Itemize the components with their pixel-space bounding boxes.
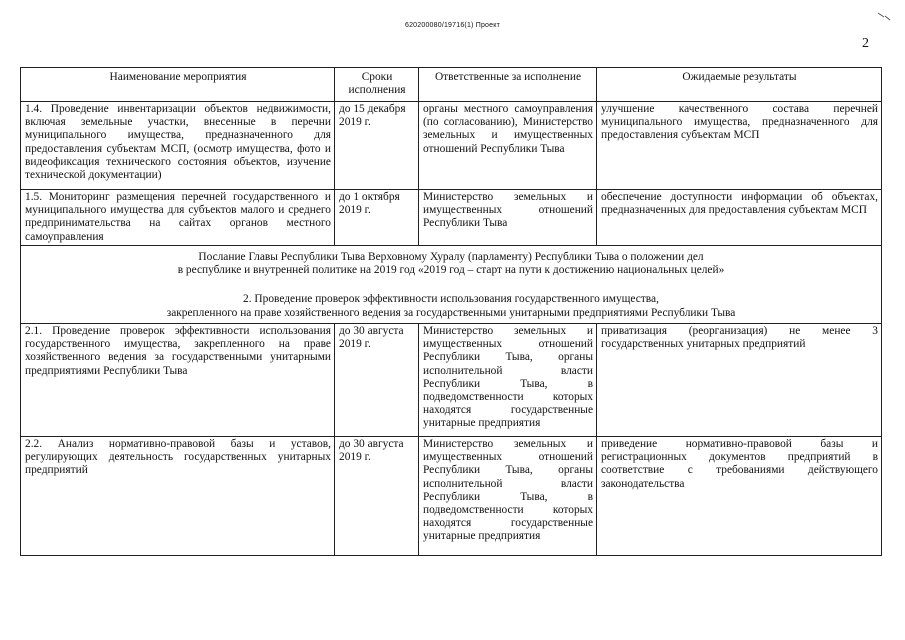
table-row	[21, 102, 882, 190]
header-event: Наименование мероприятия	[21, 68, 335, 102]
message-title-line2: в республике и внутренней политике на 2019 год «2019 год – старт на пути к достижению национальных целей»	[177, 264, 725, 277]
header-deadline: Сроки исполнения	[335, 68, 419, 102]
table-row	[21, 324, 882, 437]
deadline-cell: до 15 декабря 2019 г.	[335, 102, 419, 190]
results-cell: обеспечение доступности информации об объектах, предназначенных для предоставления субъектам МСП	[597, 190, 882, 246]
event-cell: 1.5. Мониторинг размещения перечней государственного и муниципального имущества для субъектов малого и среднего предпринимательства на сайтах органов местного самоуправления	[21, 190, 335, 246]
deadline-cell: до 30 августа 2019 г.	[335, 324, 419, 437]
deadline-cell: до 1 октября 2019 г.	[335, 190, 419, 246]
document-code: 620200080/19716(1) Проект	[404, 22, 500, 29]
results-cell: приватизация (реорганизация) не менее 3 государственных унитарных предприятий	[597, 324, 882, 437]
results-cell: улучшение качественного состава перечней муниципального имущества, предназначенного для предоставления субъектам МСП	[597, 102, 882, 190]
responsible-cell: Министерство земельных и имущественных отношений Республики Тыва, органы исполнительной власти Республики Тыва, в подведомственности которых находятся государственные унитарные предприятия	[419, 437, 597, 556]
event-cell: 2.2. Анализ нормативно-правовой базы и уставов, регулирующих деятельность государственных унитарных предприятий	[21, 437, 335, 556]
scan-mark-icon	[876, 10, 892, 22]
deadline-cell: до 30 августа 2019 г.	[335, 437, 419, 556]
section-header-cell	[21, 246, 882, 324]
section-title-line2: закрепленного на праве хозяйственного ведения за государственными унитарными предприятиями Республики Тыва	[166, 306, 736, 319]
responsible-cell: Министерство земельных и имущественных отношений Республики Тыва	[419, 190, 597, 246]
section-title-line1: 2. Проведение проверок эффективности использования государственного имущества,	[243, 293, 659, 306]
header-results: Ожидаемые результаты	[597, 68, 882, 102]
events-table	[20, 67, 882, 556]
results-cell: приведение нормативно-правовой базы и регистрационных документов предприятий в соответствие с требованиями действующего законодательства	[597, 437, 882, 556]
table-header-row	[21, 68, 882, 102]
responsible-cell: Министерство земельных и имущественных отношений Республики Тыва, органы исполнительной власти Республики Тыва, в подведомственности которых находятся государственные унитарные предприятия	[419, 324, 597, 437]
table-row	[21, 190, 882, 246]
event-cell: 1.4. Проведение инвентаризации объектов недвижимости, включая земельные участки, внесенные в перечни муниципального имущества, предназначенного для предоставления субъектам МСП, (осмотр имущества, фото и видеофиксация технического состояния объектов, изучение технической документации)	[21, 102, 335, 190]
event-cell: 2.1. Проведение проверок эффективности использования государственного имущества, закрепленного на праве хозяйственного ведения за государственными унитарными предприятиями Республики Тыва	[21, 324, 335, 437]
responsible-cell: органы местного самоуправления (по согласованию), Министерство земельных и имущественных отношений Республики Тыва	[419, 102, 597, 190]
table-row	[21, 437, 882, 556]
message-title-line1: Послание Главы Республики Тыва Верховному Хуралу (парламенту) Республики Тыва о положении дел	[198, 251, 704, 263]
header-responsible: Ответственные за исполнение	[419, 68, 597, 102]
page-number: 2	[862, 36, 869, 51]
section-header-row	[21, 246, 882, 324]
